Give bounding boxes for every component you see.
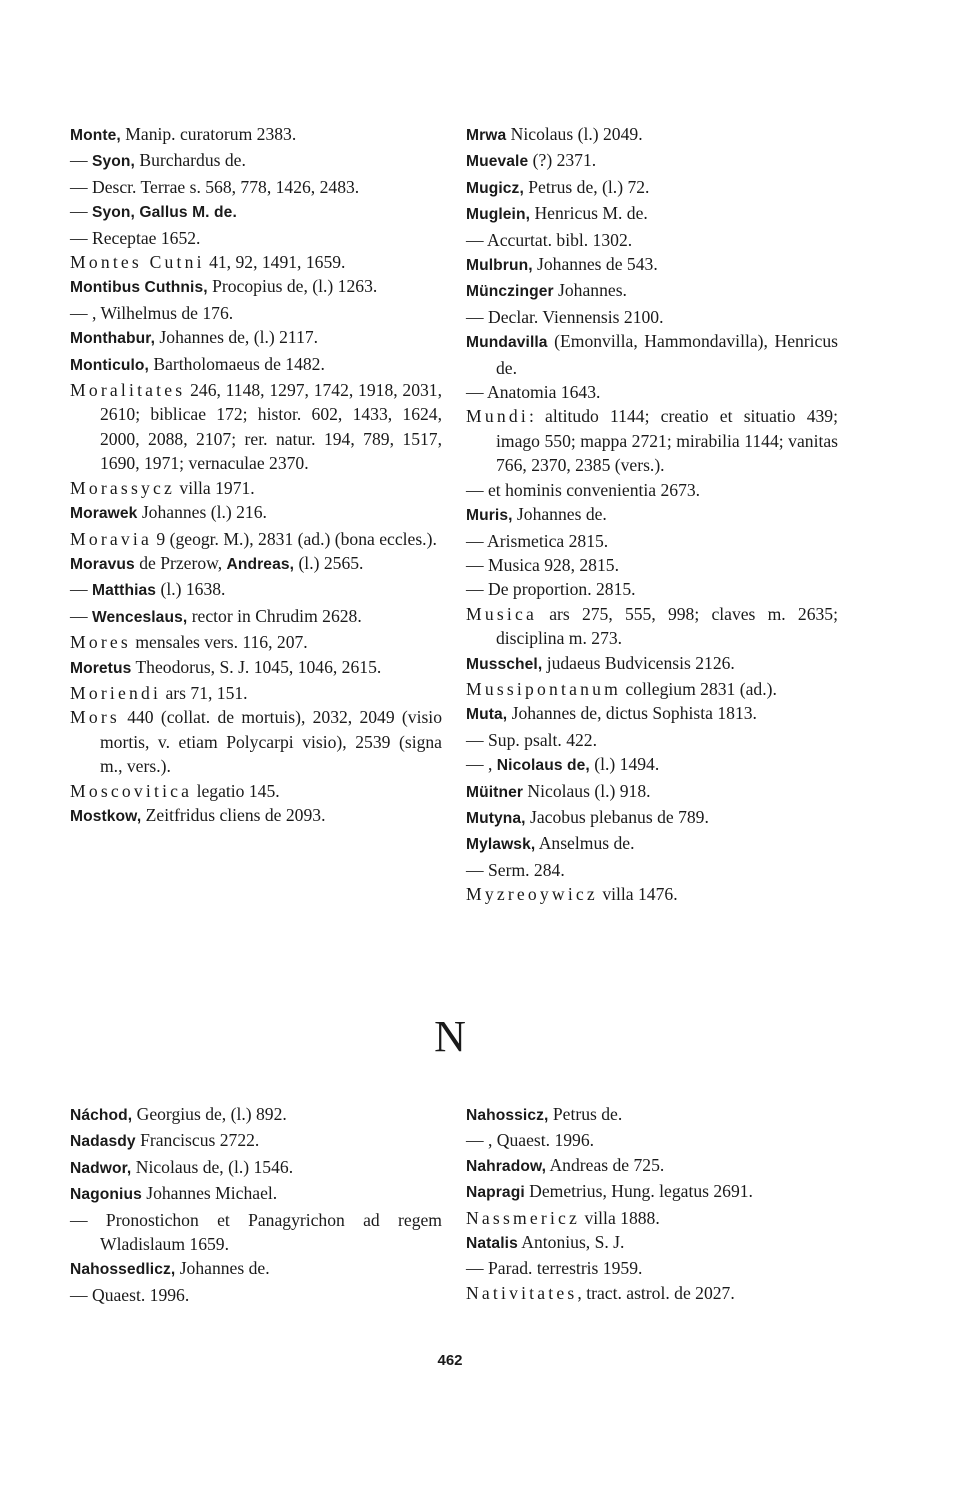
entry-text: Manip. curatorum 2383. bbox=[120, 124, 297, 144]
index-entry bbox=[466, 478, 838, 502]
index-entry bbox=[466, 502, 838, 528]
index-entry bbox=[70, 1208, 442, 1257]
entry-text: Jacobus plebanus de 789. bbox=[525, 806, 709, 827]
entry-head: Monte, bbox=[70, 127, 121, 144]
entry-text: Petrus de, (l.) 72. bbox=[523, 176, 650, 197]
repeat-dash: — bbox=[466, 479, 488, 500]
entry-text: villa 1888. bbox=[580, 1207, 660, 1228]
index-column-left-bottom bbox=[70, 1102, 442, 1307]
entry-text: 41, 92, 1491, 1659. bbox=[204, 252, 346, 273]
entry-head: Muglein, bbox=[466, 206, 531, 224]
index-entry bbox=[70, 500, 442, 526]
entry-text: collegium 2831 (ad.). bbox=[621, 678, 777, 699]
repeat-dash: — bbox=[466, 229, 488, 250]
entry-text: de Przerow, bbox=[134, 552, 227, 573]
entry-spaced-head: Nassmericz bbox=[466, 1207, 581, 1228]
index-entry bbox=[466, 1206, 838, 1230]
index-entry bbox=[70, 1128, 442, 1154]
entry-text: judaeus Budvicensis 2126. bbox=[542, 652, 735, 673]
index-entry bbox=[466, 831, 838, 857]
entry-head: Mugicz, bbox=[466, 179, 524, 197]
entry-text: (?) 2371. bbox=[528, 150, 597, 171]
index-column-right-top bbox=[466, 122, 838, 907]
entry-spaced-head: Musica bbox=[466, 603, 537, 624]
index-entry bbox=[70, 577, 442, 603]
entry-head: Wenceslaus, bbox=[92, 608, 188, 626]
index-entry bbox=[70, 630, 442, 654]
entry-text: Demetrius, Hung. legatus 2691. bbox=[524, 1181, 753, 1202]
entry-text: Procopius de, (l.) 1263. bbox=[207, 276, 378, 297]
repeat-dash: — bbox=[70, 227, 92, 248]
index-entry bbox=[466, 805, 838, 831]
entry-text: Theodorus, S. J. 1045, 1046, 2615. bbox=[131, 656, 382, 677]
section-letter: N bbox=[434, 1012, 466, 1061]
entry-head: Mundavilla bbox=[466, 334, 548, 352]
entry-text: , Quaest. 1996. bbox=[488, 1130, 595, 1151]
entry-head: Napragi bbox=[466, 1184, 525, 1202]
entry-text: rector in Chrudim 2628. bbox=[187, 605, 362, 626]
entry-text: Nicolaus (l.) 2049. bbox=[506, 124, 643, 144]
entry-text: Nicolaus de, (l.) 1546. bbox=[131, 1156, 294, 1177]
index-entry bbox=[466, 175, 838, 201]
repeat-dash: — bbox=[466, 554, 488, 575]
index-entry bbox=[466, 305, 838, 329]
entry-spaced-head: Moralitates bbox=[70, 380, 186, 401]
repeat-dash: — bbox=[70, 605, 92, 626]
entry-spaced-head: Mussipontanum bbox=[466, 678, 621, 699]
index-entry bbox=[466, 1153, 838, 1179]
entry-text: Johannes de 543. bbox=[532, 254, 658, 275]
index-entry bbox=[70, 655, 442, 681]
repeat-dash: — bbox=[70, 579, 92, 600]
index-entry bbox=[70, 325, 442, 351]
index-entry bbox=[70, 199, 442, 225]
entry-text: ars 71, 151. bbox=[161, 682, 248, 703]
index-entry bbox=[466, 1102, 838, 1128]
index-column-left-top bbox=[70, 122, 442, 829]
entry-text: Receptae 1652. bbox=[92, 227, 201, 248]
repeat-dash: — bbox=[70, 176, 92, 197]
entry-text: (Emonvilla, Hammondavilla), Henricus de. bbox=[496, 331, 838, 378]
index-entry bbox=[466, 553, 838, 577]
entry-spaced-head: Montes Cutni bbox=[70, 252, 205, 273]
entry-text: 9 (geogr. M.), 2831 (ad.) (bona eccles.). bbox=[152, 528, 437, 549]
entry-head: Moretus bbox=[70, 659, 132, 677]
repeat-dash: — bbox=[466, 859, 488, 880]
entry-head: Münczinger bbox=[466, 283, 554, 301]
entry-text: legatio 145. bbox=[192, 780, 280, 801]
entry-text: villa 1971. bbox=[175, 477, 255, 498]
entry-text: Serm. 284. bbox=[488, 859, 565, 880]
entry-text: Parad. terrestris 1959. bbox=[488, 1258, 643, 1279]
entry-head: Syon, Gallus M. de. bbox=[92, 204, 237, 222]
entry-head: Mutyna, bbox=[466, 809, 526, 827]
index-entry bbox=[466, 651, 838, 677]
repeat-dash: — bbox=[466, 1258, 488, 1279]
entry-text: Johannes de, dictus Sophista 1813. bbox=[507, 703, 757, 724]
entry-head: Müitner bbox=[466, 783, 524, 801]
index-entry bbox=[466, 380, 838, 404]
index-entry bbox=[70, 352, 442, 378]
index-entry bbox=[70, 527, 442, 551]
index-entry bbox=[70, 250, 442, 274]
index-entry bbox=[466, 1179, 838, 1205]
entry-head: Náchod, bbox=[70, 1107, 133, 1124]
entry-text: Johannes de. bbox=[512, 504, 607, 525]
entry-head: Morawek bbox=[70, 505, 138, 523]
entry-text: Petrus de. bbox=[548, 1104, 623, 1124]
index-entry bbox=[466, 148, 838, 174]
index-entry bbox=[70, 226, 442, 250]
repeat-dash: — bbox=[466, 306, 488, 327]
index-entry bbox=[466, 858, 838, 882]
repeat-dash: — bbox=[466, 579, 488, 600]
index-entry bbox=[466, 677, 838, 701]
index-entry bbox=[466, 728, 838, 752]
entry-head: Mylawsk, bbox=[466, 836, 536, 854]
index-entry bbox=[70, 1155, 442, 1181]
entry-head: Nahradow, bbox=[466, 1157, 547, 1175]
index-entry bbox=[70, 378, 442, 476]
entry-text: Anselmus de. bbox=[535, 833, 635, 854]
entry-text: Declar. Viennensis 2100. bbox=[488, 306, 664, 327]
entry-head: Natalis bbox=[466, 1235, 518, 1253]
entry-spaced-head: Morassycz bbox=[70, 477, 176, 498]
entry-text: , Wilhelmus de 176. bbox=[92, 302, 234, 323]
index-entry bbox=[466, 882, 838, 906]
index-entry bbox=[466, 529, 838, 553]
index-entry bbox=[466, 122, 838, 148]
entry-head: Nadasdy bbox=[70, 1133, 136, 1151]
index-entry bbox=[466, 602, 838, 651]
repeat-dash: — bbox=[466, 382, 488, 403]
entry-head: Montibus Cuthnis, bbox=[70, 279, 208, 297]
entry-text: Descr. Terrae s. 568, 778, 1426, 2483. bbox=[92, 176, 360, 197]
repeat-dash: — bbox=[466, 729, 488, 750]
index-entry bbox=[70, 779, 442, 803]
entry-text: Anatomia 1643. bbox=[487, 382, 601, 403]
entry-text: 440 (collat. de mortuis), 2032, 2049 (visio mortis, v. etiam Polycarpi visio), 2539 (signa m., vers.). bbox=[100, 707, 442, 777]
index-entry bbox=[466, 252, 838, 278]
repeat-dash: — bbox=[70, 1284, 92, 1305]
entry-text: Franciscus 2722. bbox=[135, 1130, 260, 1151]
entry-head: Nahossicz, bbox=[466, 1107, 549, 1124]
repeat-dash: — bbox=[466, 1130, 488, 1151]
entry-text: Sup. psalt. 422. bbox=[488, 729, 597, 750]
entry-text: De proportion. 2815. bbox=[488, 579, 636, 600]
entry-text: (l.) 2565. bbox=[294, 552, 364, 573]
repeat-dash: — bbox=[70, 201, 92, 222]
entry-text: Bartholomaeus de 1482. bbox=[148, 353, 325, 374]
entry-text: Johannes de, (l.) 2117. bbox=[155, 327, 319, 348]
index-entry bbox=[70, 148, 442, 174]
index-entry bbox=[70, 175, 442, 199]
index-entry bbox=[466, 1230, 838, 1256]
index-entry bbox=[466, 779, 838, 805]
entry-text: Accurtat. bibl. 1302. bbox=[487, 229, 633, 250]
entry-text: Henricus M. de. bbox=[530, 203, 648, 224]
entry-text: Johannes de. bbox=[175, 1258, 270, 1279]
index-entry bbox=[70, 476, 442, 500]
entry-head: Mulbrun, bbox=[466, 257, 533, 275]
index-entry bbox=[466, 201, 838, 227]
entry-text: et hominis convenientia 2673. bbox=[488, 479, 701, 500]
index-entry bbox=[466, 1281, 838, 1305]
repeat-dash: — bbox=[70, 150, 92, 171]
entry-text: , tract. astrol. de 2027. bbox=[577, 1282, 735, 1303]
index-entry bbox=[466, 577, 838, 601]
entry-head: Nadwor, bbox=[70, 1159, 132, 1177]
page-number: 462 bbox=[437, 1352, 463, 1369]
index-column-right-bottom bbox=[466, 1102, 838, 1305]
entry-text: Burchardus de. bbox=[134, 150, 246, 171]
entry-spaced-head: Moscovitica bbox=[70, 780, 193, 801]
entry-text: Johannes Michael. bbox=[141, 1183, 278, 1204]
index-entry bbox=[466, 701, 838, 727]
entry-head: Mrwa bbox=[466, 127, 507, 144]
entry-head: Mostkow, bbox=[70, 807, 142, 825]
entry-text: Pronostichon et Panagyrichon ad regem Wladislaum 1659. bbox=[100, 1209, 442, 1255]
index-entry bbox=[70, 1256, 442, 1282]
index-entry bbox=[466, 404, 838, 477]
entry-head: Nahossedlicz, bbox=[70, 1261, 176, 1279]
entry-text: Georgius de, (l.) 892. bbox=[132, 1104, 287, 1124]
index-entry bbox=[466, 329, 838, 380]
entry-head: Muris, bbox=[466, 507, 513, 525]
index-entry bbox=[466, 278, 838, 304]
entry-text: Johannes (l.) 216. bbox=[137, 502, 267, 523]
entry-head: Andreas, bbox=[226, 555, 295, 573]
index-entry bbox=[70, 1102, 442, 1128]
index-entry bbox=[70, 122, 442, 148]
index-entry bbox=[70, 681, 442, 705]
index-entry bbox=[70, 705, 442, 778]
index-entry bbox=[466, 1256, 838, 1280]
repeat-dash: — bbox=[466, 530, 488, 551]
entry-head: Musschel, bbox=[466, 655, 543, 673]
repeat-dash: — bbox=[466, 754, 488, 775]
index-entry bbox=[70, 803, 442, 829]
index-entry bbox=[70, 604, 442, 630]
entry-text: Zeitfridus cliens de 2093. bbox=[141, 804, 326, 825]
entry-text: Johannes. bbox=[553, 280, 627, 301]
index-entry bbox=[466, 752, 838, 778]
entry-text: Musica 928, 2815. bbox=[488, 554, 619, 575]
entry-spaced-head: Moriendi bbox=[70, 682, 162, 703]
entry-head: Moravus bbox=[70, 555, 135, 573]
entry-head: Muta, bbox=[466, 706, 508, 724]
index-entry bbox=[70, 274, 442, 300]
entry-text: Andreas de 725. bbox=[546, 1154, 665, 1175]
entry-text: mensales vers. 116, 207. bbox=[130, 632, 308, 653]
entry-text: Arismetica 2815. bbox=[487, 530, 609, 551]
entry-text: (l.) 1638. bbox=[156, 579, 226, 600]
entry-head: Monticulo, bbox=[70, 356, 149, 374]
entry-text: 246, 1148, 1297, 1742, 1918, 2031, 2610; biblicae 172; histor. 602, 1433, 1624, 2000, 2088, 2107; rer. natur. 194, 789, 1517, 1690, 1971; vernaculae 2370. bbox=[100, 380, 442, 474]
entry-head: Syon, bbox=[92, 153, 135, 171]
entry-text: (l.) 1494. bbox=[589, 754, 660, 775]
index-entry bbox=[70, 551, 442, 577]
repeat-dash: — bbox=[70, 1209, 106, 1230]
entry-text: Antonius, S. J. bbox=[517, 1232, 625, 1253]
entry-spaced-head: Myzreoywicz bbox=[466, 884, 598, 905]
entry-text: Nicolaus (l.) 918. bbox=[523, 780, 651, 801]
entry-head: Nicolaus de, bbox=[496, 757, 590, 775]
index-entry bbox=[466, 228, 838, 252]
entry-spaced-head: Mors bbox=[70, 707, 120, 728]
index-entry bbox=[70, 1181, 442, 1207]
entry-text: : altitudo 1144; creatio et situatio 439; imago 550; mappa 2721; mirabilia 1144; vanitas 766, 2370, 2385 (vers.). bbox=[496, 406, 838, 476]
entry-head: Monthabur, bbox=[70, 330, 156, 348]
entry-text: , bbox=[488, 754, 497, 775]
entry-head: Muevale bbox=[466, 153, 529, 171]
entry-text: ars 275, 555, 998; claves m. 2635; disciplina m. 273. bbox=[496, 603, 838, 649]
index-entry bbox=[70, 301, 442, 325]
entry-text: villa 1476. bbox=[597, 884, 678, 905]
entry-text: Quaest. 1996. bbox=[92, 1284, 190, 1305]
entry-spaced-head: Mores bbox=[70, 632, 131, 653]
entry-spaced-head: Moravia bbox=[70, 528, 153, 549]
entry-head: Nagonius bbox=[70, 1186, 142, 1204]
entry-spaced-head: Mundi bbox=[466, 406, 529, 427]
index-entry bbox=[70, 1283, 442, 1307]
entry-spaced-head: Nativitates bbox=[466, 1282, 578, 1303]
repeat-dash: — bbox=[70, 302, 92, 323]
index-entry bbox=[466, 1128, 838, 1152]
entry-head: Matthias bbox=[92, 582, 157, 600]
